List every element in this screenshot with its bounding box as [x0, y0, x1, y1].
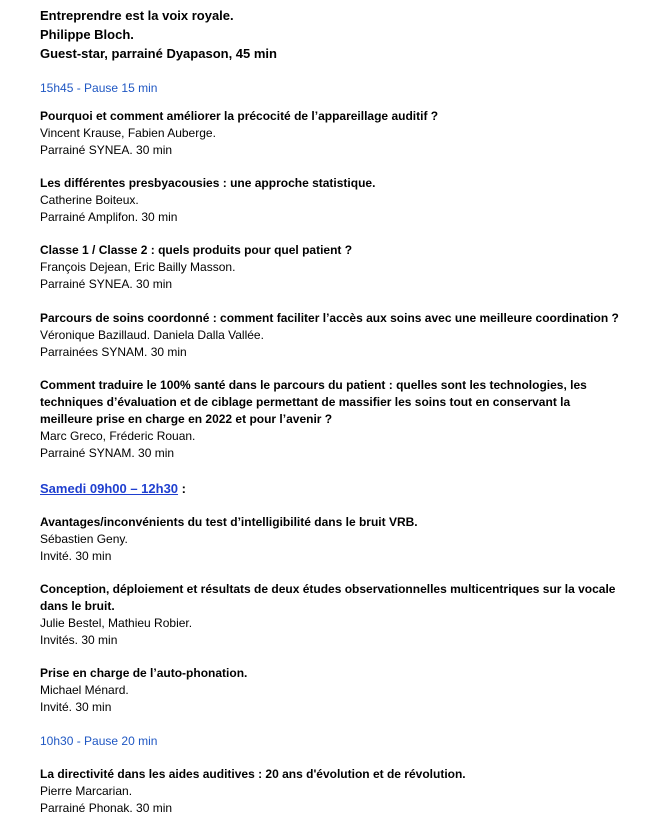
talk-title: Pourquoi et comment améliorer la précocité de l’appareillage auditif ? — [40, 109, 439, 123]
talk-sponsor: Invité. 30 min — [40, 549, 112, 563]
pause-label: 15h45 - Pause 15 min — [40, 81, 158, 95]
talk-item — [40, 377, 587, 462]
talk-authors: Véronique Bazillaud. Daniela Dalla Vallée. — [40, 328, 264, 342]
day-section-heading — [40, 479, 186, 498]
talk-title: Classe 1 / Classe 2 : quels produits pour quel patient ? — [40, 243, 353, 257]
keynote-sponsor: Guest-star, parrainé Dyapason, 45 min — [40, 46, 277, 61]
day-section-suffix: : — [178, 481, 186, 496]
talk-title-line: techniques d’évaluation et de ciblage permettant de massifier les soins tout en conservant la — [40, 395, 571, 409]
talk-sponsor: Parrainé SYNEA. 30 min — [40, 277, 173, 291]
talk-sponsor: Invités. 30 min — [40, 633, 118, 647]
talk-title-line: Comment traduire le 100% santé dans le parcours du patient : quelles sont les technologies, les — [40, 378, 587, 392]
talk-authors: Pierre Marcarian. — [40, 784, 133, 798]
talk-title: La directivité dans les aides auditives : 20 ans d'évolution et de révolution. — [40, 767, 466, 781]
talk-sponsor: Parrainé Amplifon. 30 min — [40, 210, 178, 224]
talk-authors: Catherine Boiteux. — [40, 193, 139, 207]
talk-title: Prise en charge de l’auto-phonation. — [40, 666, 248, 680]
talk-sponsor: Parrainé SYNEA. 30 min — [40, 143, 173, 157]
talk-title: Parcours de soins coordonné : comment faciliter l’accès aux soins avec une meilleure coordination ? — [40, 311, 619, 325]
talk-item — [40, 108, 438, 159]
talk-item — [40, 581, 615, 649]
talk-title: Avantages/inconvénients du test d’intelligibilité dans le bruit VRB. — [40, 515, 418, 529]
talk-sponsor: Parrainé Phonak. 30 min — [40, 801, 173, 815]
keynote-title: Entreprendre est la voix royale. — [40, 8, 234, 23]
talk-item — [40, 514, 418, 565]
talk-sponsor: Invité. 30 min — [40, 700, 112, 714]
talk-item — [40, 310, 619, 361]
talk-authors: Vincent Krause, Fabien Auberge. — [40, 126, 216, 140]
talk-title-line: Conception, déploiement et résultats de deux études observationnelles multicentriques sur la vocale — [40, 582, 616, 596]
talk-item — [40, 175, 375, 226]
day-section-link[interactable]: Samedi 09h00 – 12h30 — [40, 481, 179, 496]
talk-title: Les différentes presbyacousies : une approche statistique. — [40, 176, 376, 190]
talk-authors: Marc Greco, Fréderic Rouan. — [40, 429, 196, 443]
talk-title-line: meilleure prise en charge en 2022 et pour l’avenir ? — [40, 412, 333, 426]
talk-title-line: dans le bruit. — [40, 599, 115, 613]
keynote-speaker: Philippe Bloch. — [40, 27, 134, 42]
talk-item — [40, 665, 247, 716]
talk-sponsor: Parrainé SYNAM. 30 min — [40, 446, 175, 460]
talk-authors: Michael Ménard. — [40, 683, 129, 697]
talk-authors: François Dejean, Eric Bailly Masson. — [40, 260, 236, 274]
talk-authors: Sébastien Geny. — [40, 532, 128, 546]
talk-sponsor: Parrainées SYNAM. 30 min — [40, 345, 187, 359]
pause-label: 10h30 - Pause 20 min — [40, 734, 158, 748]
talk-item — [40, 766, 466, 817]
talk-authors: Julie Bestel, Mathieu Robier. — [40, 616, 193, 630]
talk-item — [40, 242, 352, 293]
keynote-block — [40, 6, 277, 63]
